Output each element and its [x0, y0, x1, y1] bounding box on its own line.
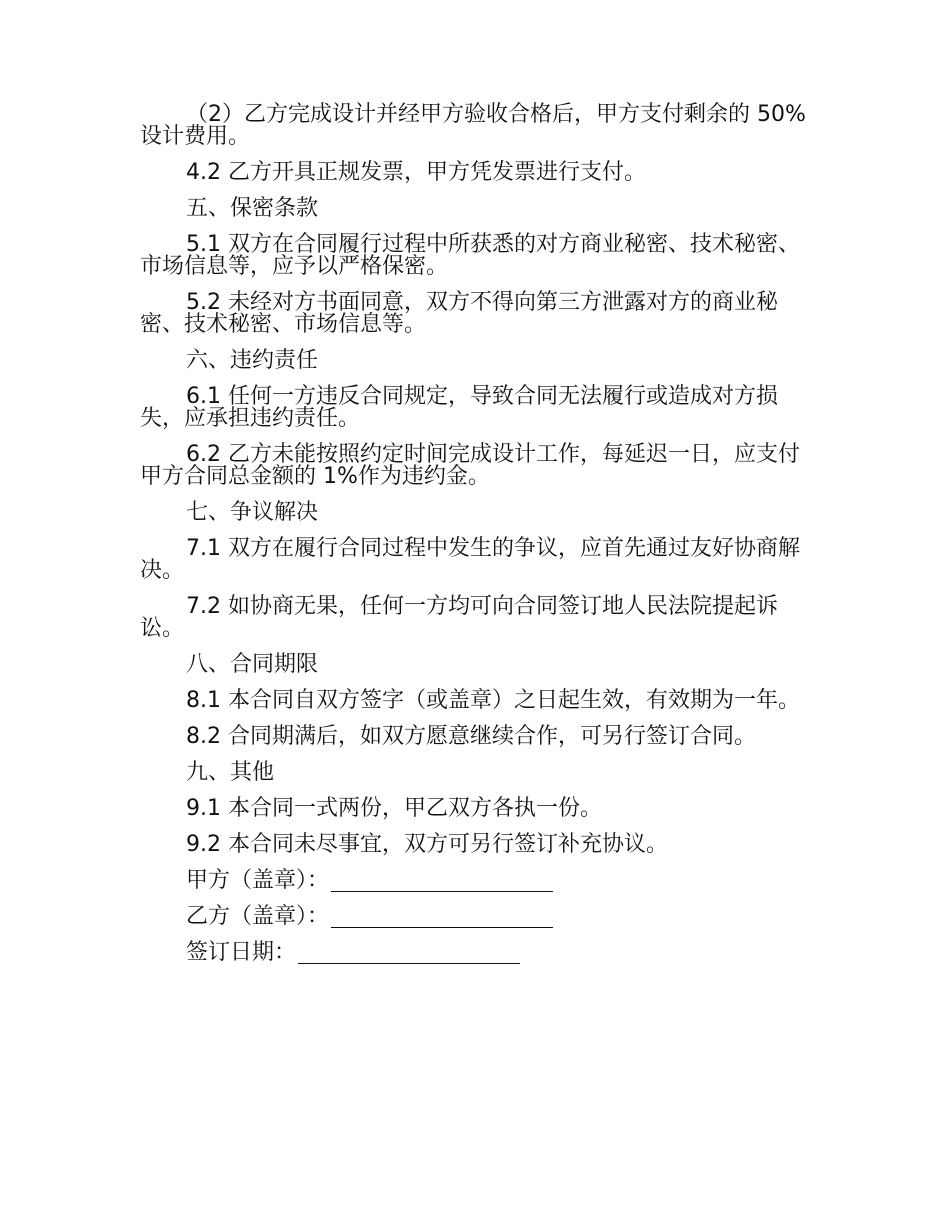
clause-8-2: 8.2 合同期满后，如双方愿意继续合作，可另行签订合同。 [186, 724, 756, 749]
section-heading-dispute: 七、争议解决 [186, 500, 319, 525]
clause-8-1: 8.1 本合同自双方签字（或盖章）之日起生效，有效期为一年。 [186, 688, 800, 713]
party-a-signature-line [186, 870, 810, 892]
contract-page [140, 104, 810, 978]
clause-9-2: 9.2 本合同未尽事宜，双方可另行签订补充协议。 [186, 832, 668, 857]
clause-4-2: 4.2 乙方开具正规发票，甲方凭发票进行支付。 [186, 160, 646, 185]
party-b-label: 乙方（盖章）： [186, 904, 330, 929]
clause-6-1: 6.1 任何一方违反合同规定，导致合同无法履行或造成对方损失，应承担违约责任。 [140, 384, 778, 431]
party-b-signature-line [186, 906, 810, 928]
clause-7-2: 7.2 如协商无果，任何一方均可向合同签订地人民法院提起诉讼。 [140, 594, 778, 641]
party-a-label: 甲方（盖章）： [186, 868, 330, 893]
signing-date-label: 签订日期： [186, 940, 297, 965]
party-b-signature-blank [331, 907, 553, 928]
clause-7-1: 7.1 双方在履行合同过程中发生的争议，应首先通过友好协商解决。 [140, 536, 800, 583]
party-a-signature-blank [331, 871, 553, 892]
signing-date-line [186, 942, 810, 964]
clause-9-1: 9.1 本合同一式两份，甲乙双方各执一份。 [186, 796, 602, 821]
section-heading-term: 八、合同期限 [186, 652, 319, 677]
section-heading-other: 九、其他 [186, 760, 275, 785]
clause-5-1: 5.1 双方在合同履行过程中所获悉的对方商业秘密、技术秘密、市场信息等，应予以严格保密。 [140, 232, 800, 279]
section-heading-confidentiality: 五、保密条款 [186, 196, 319, 221]
section-heading-liability: 六、违约责任 [186, 348, 319, 373]
clause-5-2: 5.2 未经对方书面同意，双方不得向第三方泄露对方的商业秘密、技术秘密、市场信息等。 [140, 290, 778, 337]
signing-date-blank [298, 943, 520, 964]
clause-6-2: 6.2 乙方未能按照约定时间完成设计工作，每延迟一日，应支付甲方合同总金额的 1%作为违约金。 [140, 442, 800, 489]
clause-4-1-2: （2）乙方完成设计并经甲方验收合格后，甲方支付剩余的 50%设计费用。 [140, 102, 806, 149]
